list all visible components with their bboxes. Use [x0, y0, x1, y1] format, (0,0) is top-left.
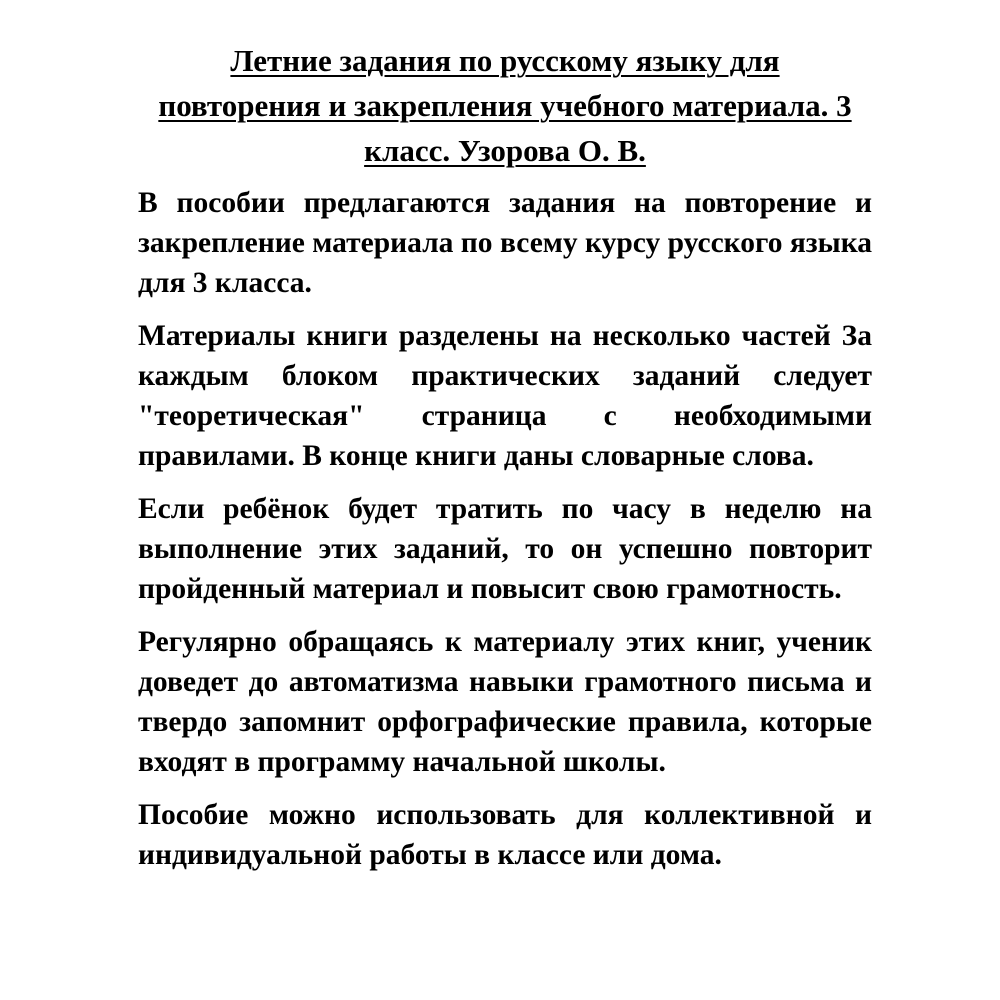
- paragraph-structure: Материалы книги разделены на несколько частей За каждым блоком практических заданий следует "теоретическая" страница с необходимыми правилами. В конце книги даны словарные слова.: [138, 320, 872, 472]
- paragraph-application: Пособие можно использовать для коллективной и индивидуальной работы в классе или дома.: [138, 799, 872, 871]
- document-title: Летние задания по русскому языку для повторения и закрепления учебного материала. 3 класс. Узорова О. В.: [158, 43, 852, 168]
- paragraph-benefits: Регулярно обращаясь к материалу этих книг, ученик доведет до автоматизма навыки грамотного письма и твердо запомнит орфографические правила, которые входят в программу начальной школы.: [138, 626, 872, 778]
- paragraph-usage-time: Если ребёнок будет тратить по часу в неделю на выполнение этих заданий, то он успешно повторит пройденный материал и повысит свою грамотность.: [138, 493, 872, 605]
- paragraph-intro: В пособии предлагаются задания на повторение и закрепление материала по всему курсу русского языка для 3 класса.: [138, 187, 872, 299]
